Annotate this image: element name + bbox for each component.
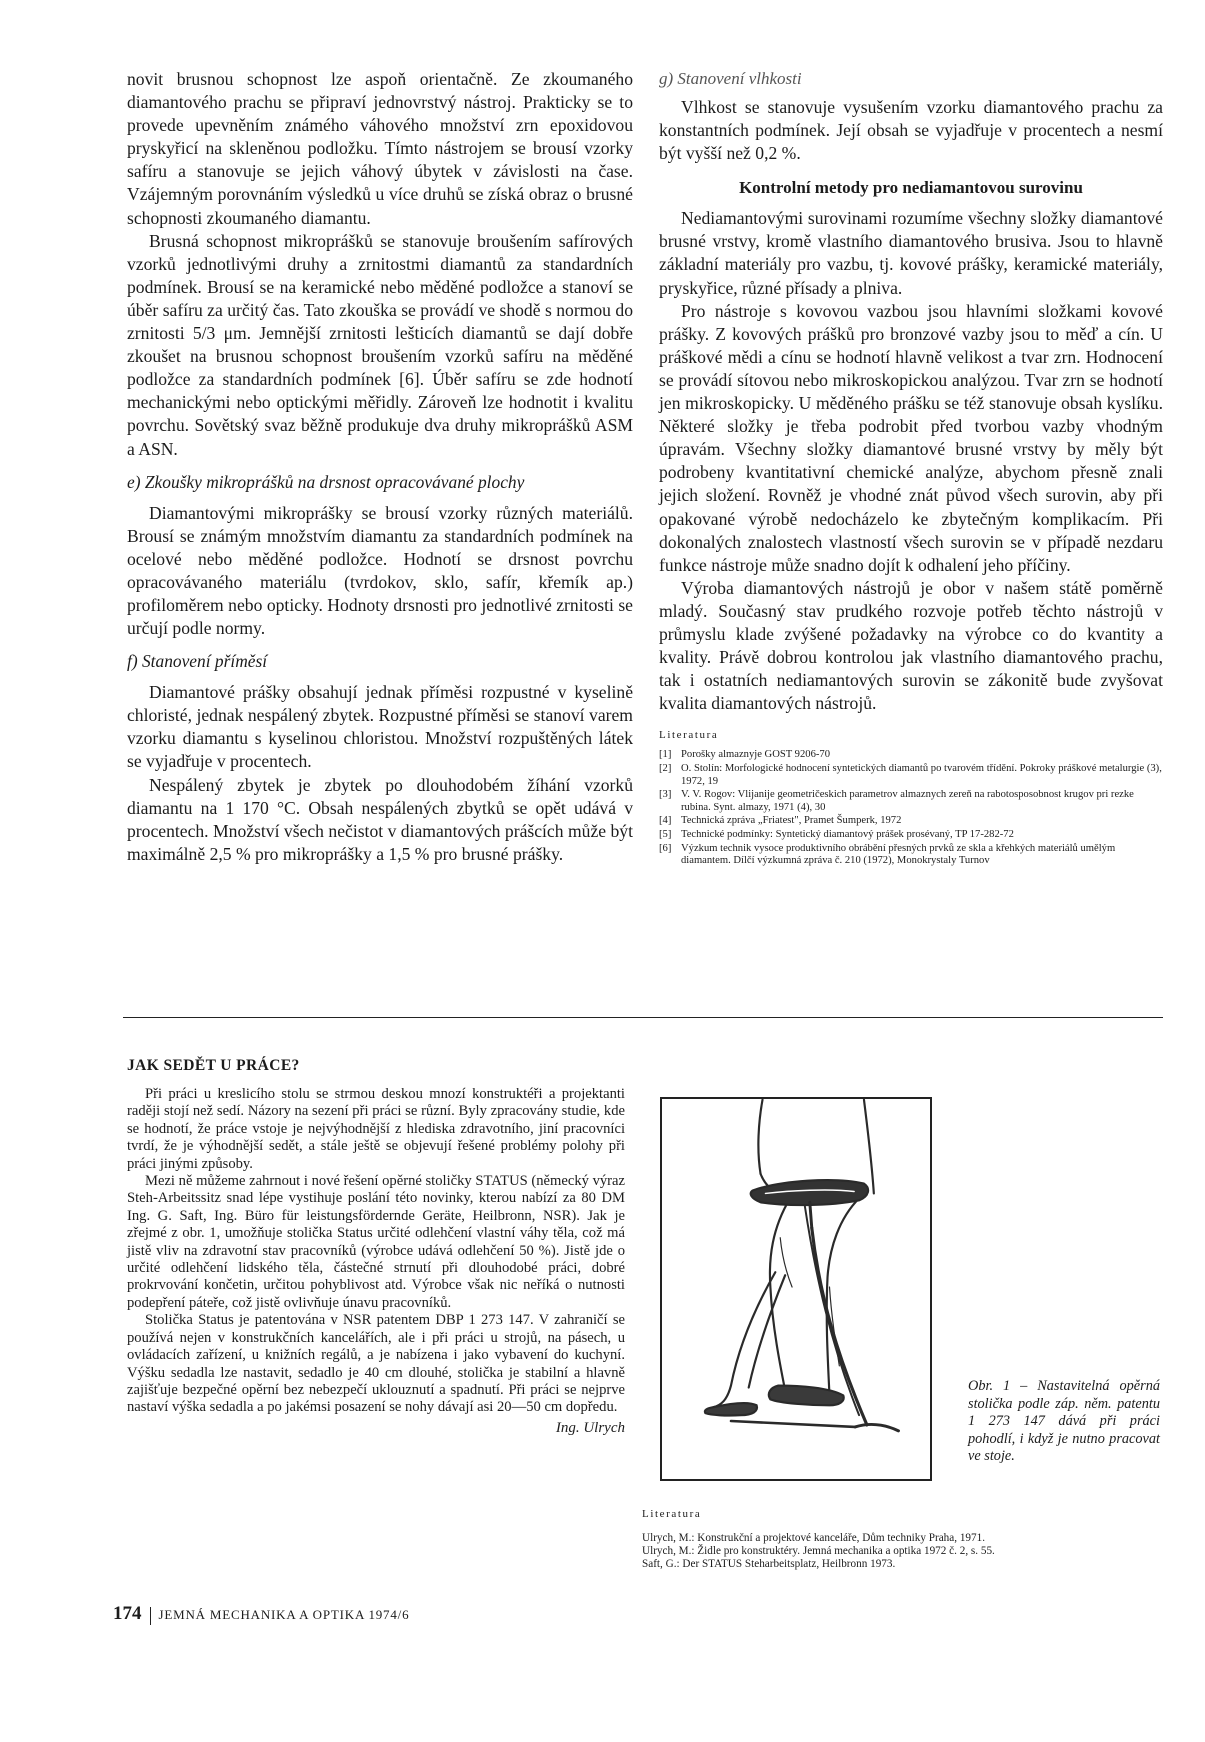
reference-text: O. Stolín: Morfologické hodnocení syntetických diamantů po tvarovém třídění. Pokroky práškové metalurgie (3), 1972, 19 [681,762,1162,787]
article-literature [642,1508,1162,1571]
reference-number: [5] [659,828,672,840]
left-column [127,68,633,866]
right-para-2: Nediamantovými surovinami rozumíme všechny složky diamantové brusné vrstvy, kromě vlastního diamantového brusiva. Jsou to hlavně základní materiály pro vazbu, tj. kovové prášky, keramické materiály, pryskyřice, různé přísady a plniva. [659,208,1163,298]
reference-text: V. V. Rogov: Vlijanije geometričeskich parametrov almaznych zereň na rabotosposobnost krugov pri rezke rubina. Synt. almazy, 1971 (4), 30 [681,789,1134,813]
reference-text: Výzkum technik vysoce produktivního obrábění přesných prvků ze skla a křehkých materiálů umělým diamantem. Dílčí výzkumná zpráva č. 210 (1972), Monokrystaly Turnov [681,842,1116,867]
left-para-4: Diamantové prášky obsahují jednak příměsi rozpustné v kyselině chloristé, jednak nespálený zbytek. Rozpustné příměsi se stanoví varem vzorku diamantu s kyselinou chloristou. Množství rozpuštěných látek se vyjadřuje v procentech. [127,682,633,772]
heading-g: g) Stanovení vlhkosti [659,69,802,88]
footer-divider [150,1607,151,1625]
left-para-5: Nespálený zbytek je zbytek po dlouhodobém žíhání vzorků diamantu na 1 170 °C. Obsah nespálených zbytků se opět udává v procentech. Množství všech nečistot v diamantových prášcích může být maximálně 2,5 % pro mikroprášky a 1,5 % pro brusné prášky. [127,774,633,864]
heading-control-methods: Kontrolní metody pro nediamantovou surovinu [739,178,1083,198]
reference-text: Technická zpráva „Friatest", Pramet Šumperk, 1972 [681,815,902,827]
reference-item [659,843,1163,868]
figure-caption: Obr. 1 – Nastavitelná opěrná stolička podle záp. něm. patentu 1 273 147 dává při práci pohodlí, i když je nutno pracovat ve stoje. [968,1378,1160,1465]
right-para-1: Vlhkost se stanovuje vysušením vzorku diamantového prachu za konstantních podmínek. Její obsah se vyjadřuje v procentech a nesmí být vyšší než 0,2 %. [659,97,1163,164]
article-para-2: Mezi ně můžeme zahrnout i nové řešení opěrné stoličky STATUS (německý výraz Steh-Arbeitssitz snad lépe vystihuje poslání této novinky, kterou nabízí za 80 DM Ing. G. Saft, Ing. Büro für leistungsfördernde Geräte, Heilbronn, NSR). Jak je zřejmé z obr. 1, umožňuje stolička Status určité odlehčení vlastní váhy těla, což má jistě vliv na zdravotní stav pracovníků (výrobce udává odlehčení 50 %). Jistě jde o určité odlehčení lidského těla, částečné strnutí při dlouhodobé práci, dobré prokrvování končetin, určitou pohyblivost atd. Výrobce však nic neříká o nutnosti podepření páteře, což jistě ovlivňuje únavu pracovníků. [127,1173,625,1311]
reference-item [659,829,1163,842]
left-para-1: novit brusnou schopnost lze aspoň orientačně. Ze zkoumaného diamantového prachu se připraví jednovrstvý nástroj. Prakticky se to provede upevněním známého váhového množství zrn epoxidovou pryskyřicí na skleněnou podložku. Tímto nástrojem se brousí vzorky safíru a stanovuje se jejich váhový úbytek v závislosti na čase. Vzájemným porovnáním výsledků u více druhů se získá obraz o brusné schopnosti zkoumaného diamantu. [127,69,633,228]
reference-text: Technické podmínky: Syntetický diamantový prášek prosévaný, TP 17-282-72 [681,828,1014,840]
reference-item [659,815,1163,828]
article-column [127,1086,625,1437]
reference-number: [3] [659,789,672,801]
stool-drawing [662,1099,930,1479]
article-author: Ing. Ulrych [555,1419,625,1436]
reference-item [659,763,1163,788]
reference-item [659,789,1163,814]
literature-title: Literatura [659,729,719,742]
article-para-3: Stolička Status je patentována v NSR patentem DBP 1 273 147. V zahraničí se používá nejen v konstrukčních kancelářích, ale i při práci u strojů, na pásech, u ovládacích zařízení, u knižních regálů, a je nabízena i jako vybavení do kuchyní. Výšku sedadla lze nastavit, sedadlo je 40 cm dlouhé, stolička je stabilní a hlavně zajišťuje bezpečné opěrní bez nebezpečí uklouznutí a spadnutí. Při práci se nejprve nastaví výška sedadla a po jakémsi posazení se nohy dávají asi 20—50 cm dopředu. [127,1312,625,1416]
reference-item [659,749,1163,762]
reference-number: [4] [659,815,672,827]
page-footer [113,1603,409,1625]
page-number: 174 [113,1603,142,1624]
section-divider [123,1017,1163,1018]
heading-f: f) Stanovení příměsí [127,651,268,672]
reference-number: [6] [659,842,672,854]
left-para-3: Diamantovými mikroprášky se brousí vzorky různých materiálů. Brousí se známým množstvím diamantu za standardních podmínek na ocelové nebo měděné podložce. Hodnotí se drsnost povrchu opracovávaného materiálu (tvrdokov, sklo, safír, křemík ap.) profiloměrem nebo opticky. Hodnoty drsnosti pro jednotlivé zrnitosti se určují podle normy. [127,502,633,639]
reference-text: Porošky almaznyje GOST 9206-70 [681,749,830,761]
reference-number: [2] [659,762,672,774]
right-para-4: Výroba diamantových nástrojů je obor v našem státě poměrně mladý. Současný stav prudkého rozvoje potřeb těchto nástrojů v průmyslu klade zvýšené požadavky na výrobce co do kvantity a kvality. Právě dobrou kontrolou jak vlastního diamantového prachu, tak i ostatních nediamantových surovin se zákonitě bude zvyšovat kvalita diamantových nástrojů. [659,577,1163,714]
article-reference-item: Saft, G.: Der STATUS Steharbeitsplatz, Heilbronn 1973. [642,1558,896,1570]
right-para-3: Pro nástroje s kovovou vazbou jsou hlavními složkami kovové prášky. Z kovových prášků pro bronzové vazby jsou to měď a cín. U práškové mědi a cínu se hodnotí hlavně velikost a tvar zrn. Hodnocení se provádí sítovou nebo mikroskopickou analýzou. Tvar zrn se hodnotí jen mikroskopicky. U měděného prášku se též stanovuje obsah kyslíku. Některé složky je třeba podrobit před tvorbou vazby vhodným úpravám. Všechny složky diamantové brusné vrstvy by měly být podrobeny kvantitativní chemické analýze, abychom přesně znali jejich složení. Rovněž je vhodné znát původ všech surovin, aby při opakované výrobě nedocházelo ke zbytečným komplikacím. Při dokonalých znalostech vlastností všech surovin se v případě nezdaru funkce nástroje může snadno dojít k odhalení jeho příčiny. [659,300,1163,575]
left-para-2: Brusná schopnost mikroprášků se stanovuje broušením safírových vzorků jednotlivými druhy a zrnitostmi diamantů za standardních podmínek. Brousí se na keramické nebo měděné podložce a stanoví se úběr safíru za určitý čas. Tato zkouška se provádí ve shodě s normou do zrnitosti 5/3 μm. Jemnější zrnitosti lešticích diamantů se dají dobře zkoušet na brusnou schopnost broušením vzorků safíru na měděné podložce za standardních podmínek [6]. Úběr safíru se zde hodnotí mechanickými nebo optickými měřidly. Zároveň lze hodnotit i kvalitu povrchu. Sovětský svaz běžně produkuje dva druhy mikroprášků ASM a ASN. [127,230,633,459]
heading-e: e) Zkoušky mikroprášků na drsnost opracovávané plochy [127,471,525,492]
reference-number: [1] [659,749,672,761]
article-reference-list [642,1532,1162,1571]
article-literature-title: Literatura [642,1508,702,1520]
figure-stool-illustration [660,1097,932,1481]
article-title: JAK SEDĚT U PRÁCE? [127,1057,300,1074]
article-reference-item: Ulrych, M.: Konstrukční a projektové kanceláře, Dům techniky Praha, 1971. [642,1532,985,1544]
article-reference-item: Ulrych, M.: Židle pro konstruktéry. Jemná mechanika a optika 1972 č. 2, s. 55. [642,1545,995,1557]
article-para-1: Při práci u kreslicího stolu se strmou deskou mnozí konstruktéři a projektanti raději stojí než sedí. Názory na sezení při práci se různí. Byly zpracovány studie, kde se hodnotí, že práce vstoje je nejvýhodnější z hlediska zdravotního, jiní pracovníci tvrdí, že je výhodnější sedět, a stále ještě se objevují řešené problémy polohy při práci jinými způsoby. [127,1086,625,1172]
reference-list [659,749,1163,867]
right-column [659,68,1163,869]
journal-name: JEMNÁ MECHANIKA A OPTIKA 1974/6 [158,1607,410,1622]
